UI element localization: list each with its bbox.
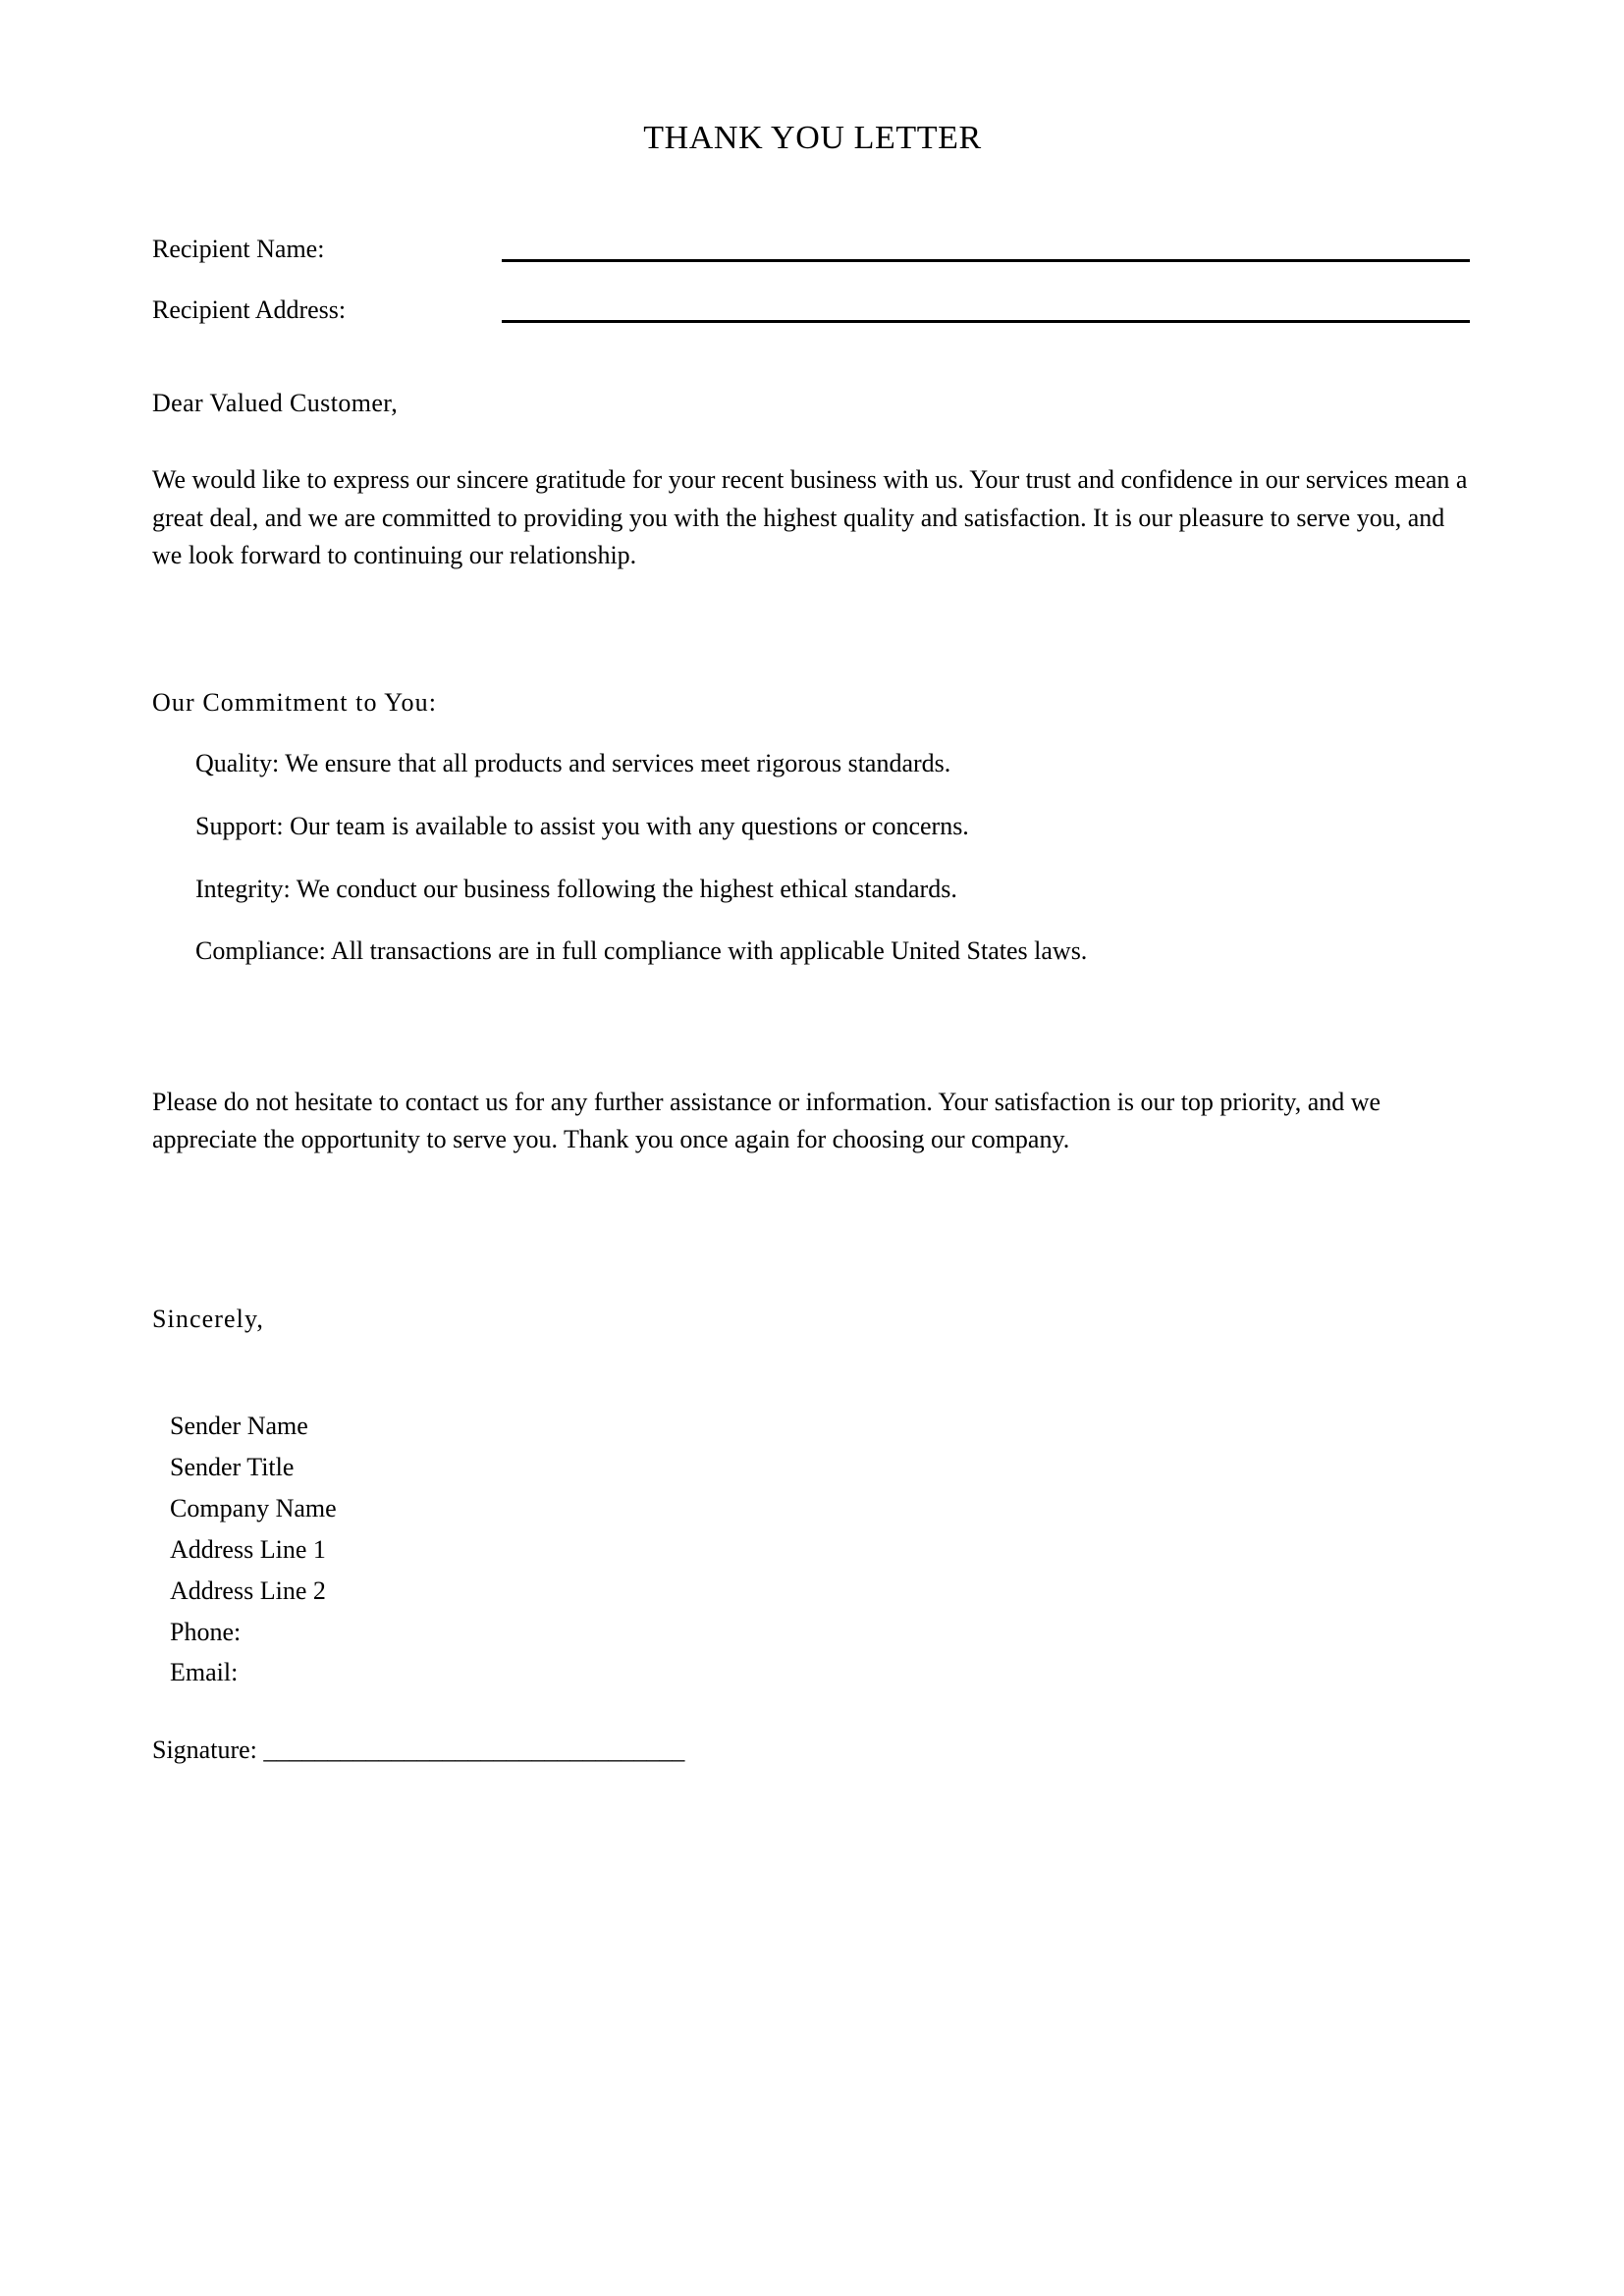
recipient-address-input[interactable] [502, 320, 1470, 323]
address-line-2: Address Line 2 [170, 1575, 326, 1605]
sender-title: Sender Title [170, 1452, 295, 1481]
address-line-1: Address Line 1 [170, 1534, 326, 1564]
email-label: Email: [170, 1658, 239, 1687]
list-item: Quality: We ensure that all products and services meet rigorous standards. [195, 749, 951, 778]
sender-name: Sender Name [170, 1411, 308, 1440]
list-item: Integrity: We conduct our business following the highest ethical standards. [195, 874, 957, 903]
signature-field[interactable]: Signature: _________________________________ [152, 1735, 685, 1765]
recipient-address-label: Recipient Address: [152, 295, 347, 325]
salutation: Dear Valued Customer, [152, 389, 399, 418]
recipient-address-row [152, 282, 1473, 329]
page-title: THANK YOU LETTER [643, 120, 982, 156]
recipient-name-input[interactable] [502, 259, 1470, 262]
recipient-name-row [152, 221, 1473, 268]
commitment-list [152, 747, 1473, 968]
closing-paragraph: Please do not hesitate to contact us for any further assistance or information. Your satisfaction is our top priority, and we appreciate the opportunity to serve you. Thank you once again for choosing our company. [152, 1088, 1381, 1154]
sender-block [152, 1411, 1473, 1689]
recipient-form-block [152, 221, 1473, 329]
recipient-name-label: Recipient Name: [152, 235, 325, 264]
document-content [152, 0, 1473, 1765]
signoff: Sincerely, [152, 1304, 264, 1333]
intro-paragraph: We would like to express our sincere gratitude for your recent business with us. Your trust and confidence in our services mean a great deal, and we are committed to providing you with the highest quality and satisfaction. It is our pleasure to serve you, and we look forward to continuing our relationship. [152, 465, 1468, 569]
list-item: Support: Our team is available to assist you with any questions or concerns. [195, 811, 969, 840]
list-item: Compliance: All transactions are in full compliance with applicable United States laws. [195, 936, 1088, 966]
phone-label: Phone: [170, 1617, 242, 1646]
commitment-heading: Our Commitment to You: [152, 688, 438, 718]
company-name: Company Name [170, 1493, 337, 1522]
